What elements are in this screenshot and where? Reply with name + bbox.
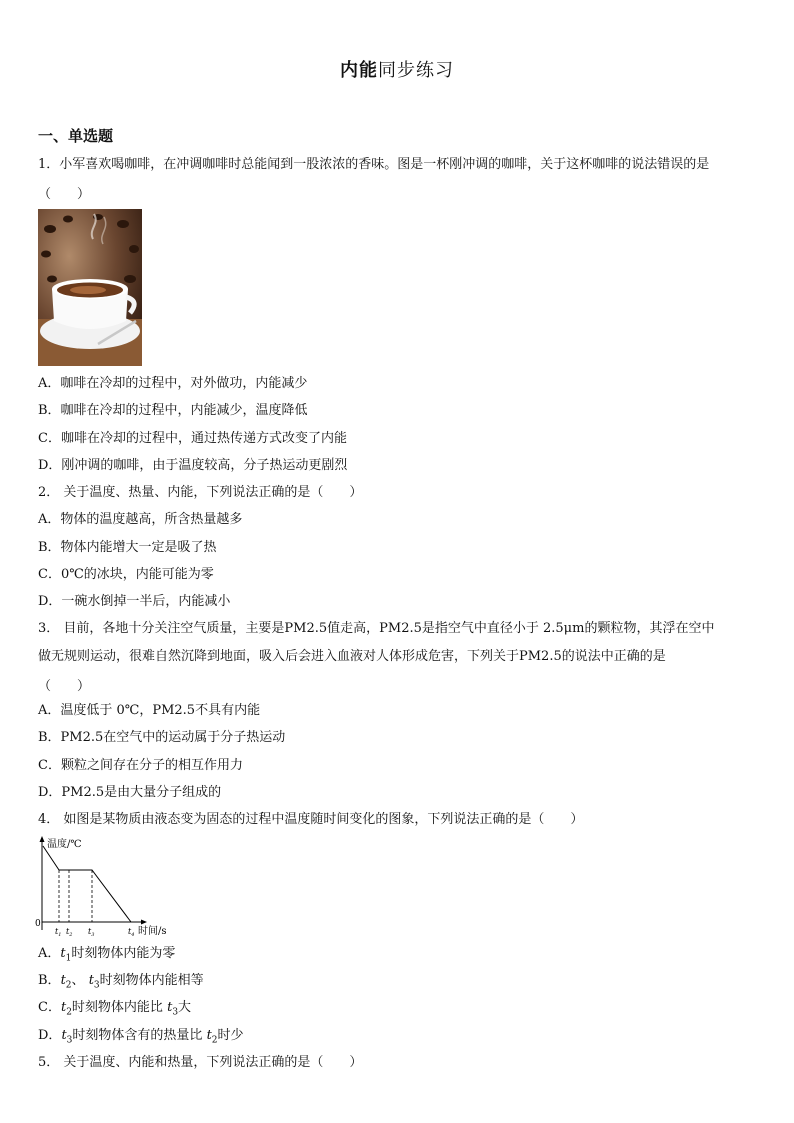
- y-axis-arrow-icon: [40, 836, 45, 842]
- question-1-option-c: C．咖啡在冷却的过程中，通过热传递方式改变了内能: [38, 431, 347, 446]
- question-3-answer-blank: （ ）: [38, 679, 91, 694]
- origin-label: 0: [35, 919, 41, 929]
- question-4-option-b: B．$t_2$、 $t_3$时刻物体内能相等: [38, 973, 204, 991]
- question-3-option-c: C．颗粒之间存在分子的相互作用力: [38, 758, 243, 773]
- page-title: 内能同步练习: [340, 60, 454, 81]
- question-2-option-d: D．一碗水倒掉一半后，内能减小: [38, 594, 231, 609]
- question-3-option-b: B．PM2.5在空气中的运动属于分子热运动: [38, 730, 286, 745]
- t1-label: $t_1$: [55, 927, 62, 938]
- question-5-stem: 5． 关于温度、内能和热量，下列说法正确的是（ ）: [38, 1055, 363, 1070]
- question-2-option-b: B．物体内能增大一定是吸了热: [38, 540, 217, 555]
- question-3-option-a: A．温度低于 0℃，PM2.5不具有内能: [38, 703, 261, 718]
- coffee-illustration: [38, 209, 142, 366]
- question-4-option-d: D．$t_3$时刻物体含有的热量比 $t_2$时少: [38, 1028, 244, 1046]
- question-4-option-c: C．$t_2$时刻物体内能比 $t_3$大: [38, 1000, 192, 1018]
- x-axis-label: 时间/s: [138, 926, 167, 937]
- y-axis-label: 温度/℃: [47, 839, 82, 850]
- question-1-stem: 1．小军喜欢喝咖啡，在冲调咖啡时总能闻到一股浓浓的香味。图是一杯刚冲调的咖啡，关于这杯咖啡的说法错误的是: [38, 157, 710, 172]
- temperature-curve: [43, 846, 131, 922]
- section-heading: 一、单选题: [38, 127, 114, 145]
- question-1-option-b: B．咖啡在冷却的过程中，内能减少，温度降低: [38, 403, 308, 418]
- question-2-stem: 2． 关于温度、热量、内能，下列说法正确的是（ ）: [38, 485, 363, 500]
- t4-label: $t_4$: [128, 927, 135, 938]
- question-1-option-d: D．刚冲调的咖啡，由于温度较高，分子热运动更剧烈: [38, 458, 348, 473]
- question-3-stem-line-1: 3． 目前，各地十分关注空气质量，主要是PM2.5值走高，PM2.5是指空气中直径小于 2.5μm的颗粒物，其浮在空中: [38, 621, 715, 636]
- temperature-time-graph: [34, 834, 167, 938]
- question-3-stem-line-2: 做无规则运动，很难自然沉降到地面，吸入后会进入血液对人体形成危害，下列关于PM2.5的说法中正确的是: [38, 649, 666, 664]
- question-3-option-d: D．PM2.5是由大量分子组成的: [38, 785, 222, 800]
- coffee-cup-image: [38, 209, 142, 366]
- question-2-option-a: A．物体的温度越高，所含热量越多: [38, 512, 243, 527]
- question-4-option-a: A．$t_1$时刻物体内能为零: [38, 946, 176, 964]
- question-1-answer-blank: （ ）: [38, 187, 91, 202]
- t3-label: $t_3$: [88, 927, 95, 938]
- question-4-stem: 4． 如图是某物质由液态变为固态的过程中温度随时间变化的图象，下列说法正确的是（ ）: [38, 812, 584, 827]
- x-axis-arrow-icon: [141, 920, 147, 925]
- question-1-option-a: A．咖啡在冷却的过程中，对外做功，内能减少: [38, 376, 308, 391]
- question-2-option-c: C．0℃的冰块，内能可能为零: [38, 567, 214, 582]
- t2-label: $t_2$: [66, 927, 73, 938]
